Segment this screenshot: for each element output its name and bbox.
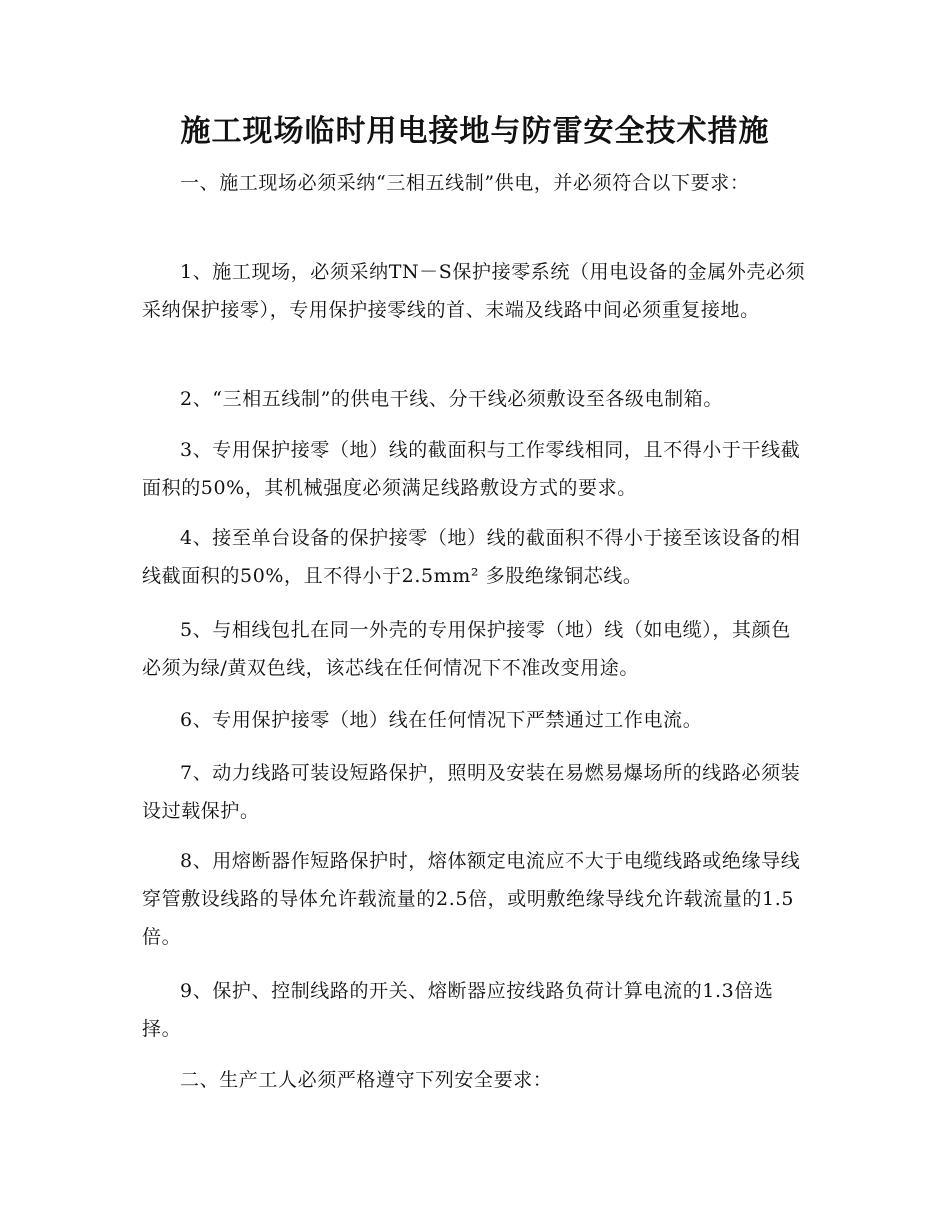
paragraph-item-7: 7、动力线路可装设短路保护，照明及安装在易燃易爆场所的线路必须装设过载保护。: [142, 762, 801, 822]
paragraph-item-1: 1、施工现场，必须采纳TN－S保护接零系统（用电设备的金属外壳必须采纳保护接零），专用保护接零线的首、末端及线路中间必须重复接地。: [142, 261, 806, 321]
document-title: 施工现场临时用电接地与防雷安全技术措施: [180, 114, 770, 149]
paragraph-item-4: 4、接至单台设备的保护接零（地）线的截面积不得小于接至该设备的相线截面积的50%，且不得小于2.5mm² 多股绝缘铜芯线。: [142, 527, 801, 587]
paragraph-item-2: 2、“三相五线制”的供电干线、分干线必须敷设至各级电制箱。: [180, 388, 723, 410]
paragraph-item-5: 5、与相线包扎在同一外壳的专用保护接零（地）线（如电缆），其颜色必须为绿/黄双色线，该芯线在任何情况下不准改变用途。: [142, 619, 791, 679]
paragraph-section-2: 二、生产工人必须严格遵守下列安全要求：: [180, 1069, 553, 1091]
paragraph-item-6: 6、专用保护接零（地）线在任何情况下严禁通过工作电流。: [180, 709, 703, 731]
paragraph-item-8: 8、用熔断器作短路保护时，熔体额定电流应不大于电缆线路或绝缘导线穿管敷设线路的导体允许载流量的2.5倍，或明敷绝缘导线允许载流量的1.5倍。: [142, 850, 801, 948]
paragraph-section-1: 一、施工现场必须采纳“三相五线制”供电，并必须符合以下要求：: [180, 172, 750, 194]
paragraph-item-3: 3、专用保护接零（地）线的截面积与工作零线相同，且不得小于干线截面积的50%，其机械强度必须满足线路敷设方式的要求。: [142, 439, 801, 499]
paragraph-item-9: 9、保护、控制线路的开关、熔断器应按线路负荷计算电流的1.3倍选择。: [142, 980, 774, 1040]
